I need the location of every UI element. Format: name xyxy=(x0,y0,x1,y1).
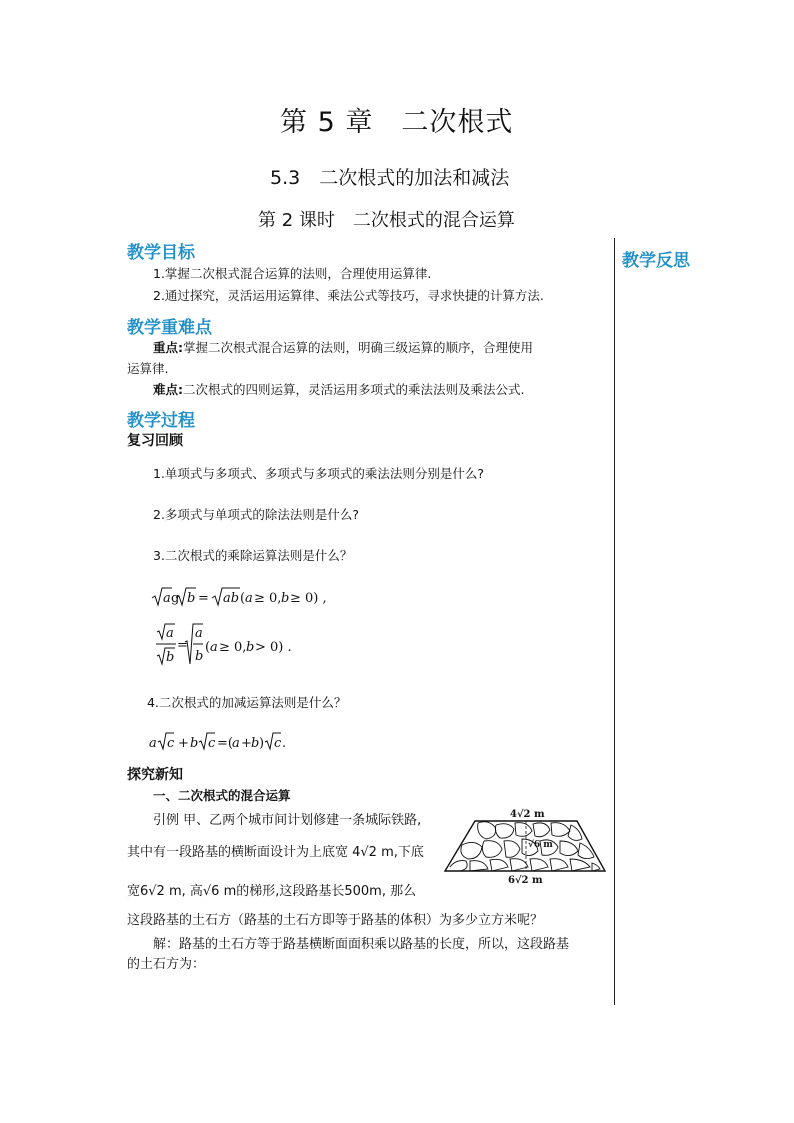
svg-text:=: = xyxy=(177,638,188,653)
svg-text:b: b xyxy=(251,736,260,751)
svg-text:a: a xyxy=(149,736,157,751)
svg-text:b: b xyxy=(246,640,255,655)
explore-header: 探究新知 xyxy=(127,767,183,783)
svg-text:a: a xyxy=(245,591,253,606)
svg-text:≥ 0) ,: ≥ 0) , xyxy=(290,591,327,606)
roadbed-trapezoid-figure xyxy=(440,805,610,885)
difficulty-line xyxy=(153,380,524,398)
top-width-label: 4√2 m xyxy=(510,809,545,820)
svg-text:b: b xyxy=(195,649,204,664)
svg-text:.: . xyxy=(282,736,287,751)
svg-text:g: g xyxy=(171,591,180,606)
key-points-header: 教学重难点 xyxy=(127,318,212,338)
svg-text:c: c xyxy=(208,736,216,751)
difficulty-text: 二次根式的四则运算，灵活运用多项式的乘法法则及乘法公式. xyxy=(183,382,525,397)
svg-text:a: a xyxy=(195,626,203,641)
example-line-3: 宽6√2 m, 高√6 m的梯形,这段路基长500m, 那么 xyxy=(127,884,417,899)
focus-label: 重点: xyxy=(153,340,183,355)
review-question-2: 2.多项式与单项式的除法法则是什么? xyxy=(153,507,360,522)
svg-text:a: a xyxy=(210,640,218,655)
chapter-title: 第 5 章 二次根式 xyxy=(280,107,514,138)
svg-text:(: ( xyxy=(240,591,246,606)
svg-text:=: = xyxy=(198,591,209,606)
svg-text:): ) xyxy=(259,736,265,751)
formula-product-rule xyxy=(150,584,340,610)
goals-header: 教学目标 xyxy=(127,243,195,263)
formula-quotient-rule xyxy=(155,622,305,668)
svg-text:=(: =( xyxy=(217,736,233,751)
svg-text:b: b xyxy=(166,650,175,665)
goal-item-1: 1.掌握二次根式混合运算的法则，合理使用运算律. xyxy=(153,266,432,281)
focus-text: 掌握二次根式混合运算的法则，明确三级运算的顺序，合理使用 xyxy=(183,340,534,355)
svg-text:a: a xyxy=(232,736,240,751)
height-label: √6 m xyxy=(528,840,553,850)
review-question-1: 1.单项式与多项式、多项式与多项式的乘法法则分别是什么? xyxy=(153,466,485,481)
svg-text:a: a xyxy=(163,591,171,606)
reflection-header: 教学反思 xyxy=(622,251,690,271)
process-header: 教学过程 xyxy=(127,411,195,431)
column-divider xyxy=(614,238,615,1005)
svg-text:b: b xyxy=(281,591,290,606)
svg-text:+: + xyxy=(241,736,252,751)
focus-line-2: 运算律. xyxy=(127,361,169,376)
svg-text:(: ( xyxy=(205,640,211,655)
goal-item-2: 2.通过探究，灵活运用运算律、乘法公式等技巧，寻求快捷的计算方法. xyxy=(153,288,544,303)
formula-add-rule xyxy=(148,730,298,752)
svg-text:c: c xyxy=(167,736,175,751)
svg-text:+: + xyxy=(178,736,189,751)
svg-text:b: b xyxy=(187,591,196,606)
section-title: 5.3 二次根式的加法和减法 xyxy=(270,167,510,189)
subsection-1-title: 一、二次根式的混合运算 xyxy=(153,788,291,803)
lesson-title: 第 2 课时 二次根式的混合运算 xyxy=(258,210,515,231)
svg-text:b: b xyxy=(190,736,199,751)
review-question-3: 3.二次根式的乘除运算法则是什么？ xyxy=(153,548,353,563)
review-question-4: 4.二次根式的加减运算法则是什么？ xyxy=(147,695,347,710)
bottom-width-label: 6√2 m xyxy=(508,875,543,885)
svg-text:a: a xyxy=(166,626,174,641)
solution-line-1: 解：路基的土石方等于路基横断面面积乘以路基的长度，所以，这段路基 xyxy=(153,937,570,952)
review-header: 复习回顾 xyxy=(127,433,183,449)
svg-text:> 0) .: > 0) . xyxy=(255,640,292,655)
svg-text:≥ 0,: ≥ 0, xyxy=(219,640,247,655)
difficulty-label: 难点: xyxy=(153,382,183,397)
example-line-2: 其中有一段路基的横断面设计为上底宽 4√2 m,下底 xyxy=(127,845,424,860)
svg-text:c: c xyxy=(274,736,282,751)
svg-text:≥ 0,: ≥ 0, xyxy=(254,591,282,606)
svg-text:ab: ab xyxy=(223,591,240,606)
focus-line xyxy=(153,338,533,356)
solution-line-2: 的土石方为： xyxy=(127,957,206,972)
example-line-1: 引例 甲、乙两个城市间计划修建一条城际铁路, xyxy=(153,813,422,828)
example-line-4: 这段路基的土石方（路基的土石方即等于路基的体积）为多少立方米呢？ xyxy=(127,913,544,928)
